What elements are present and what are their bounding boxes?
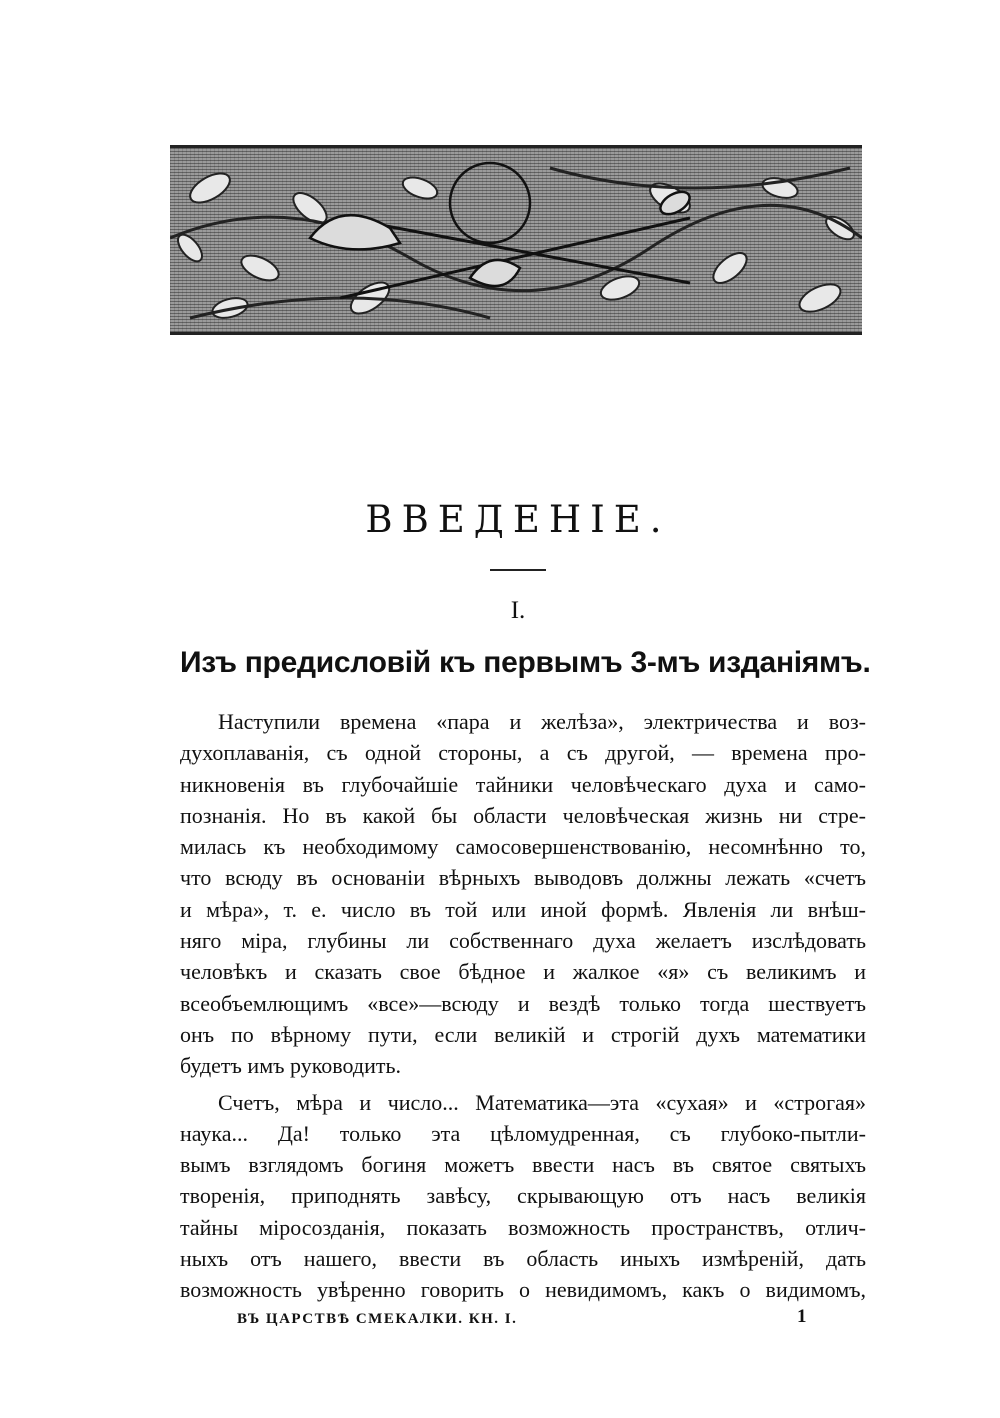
text-line: никновенія въ глубочайшіе тайники человѣческаго духа и само- (180, 771, 866, 797)
body-text (180, 706, 866, 1306)
text-line: возможность увѣренно говорить о невидимомъ, какъ о видимомъ, (180, 1277, 866, 1303)
text-line: вымъ взглядомъ богиня можетъ ввести насъ въ святое святыхъ (180, 1152, 866, 1178)
running-footer-title: ВЪ ЦАРСТВѢ СМЕКАЛКИ. КН. I. (237, 1311, 518, 1327)
leaf-and-torch-ornament-icon (170, 148, 862, 332)
text-line: милась къ необходимому самосовершенствованію, несомнѣнно то, (180, 834, 866, 860)
text-line: ныхъ отъ нашего, ввести въ область иныхъ измѣреній, дать (180, 1246, 866, 1272)
text-line: тайны міросозданія, показать возможность пространствъ, отлич- (180, 1214, 866, 1240)
heading-divider (490, 569, 546, 571)
text-line: человѣкъ и сказать свое бѣдное и жалкое «я» съ великимъ и (180, 959, 866, 985)
text-line: что всюду въ основаніи вѣрныхъ выводовъ должны лежать «счетъ (180, 865, 866, 891)
section-number: I. (510, 597, 526, 624)
text-line: всеобъемлющимъ «все»—всюду и вездѣ только тогда шествуетъ (180, 990, 866, 1016)
chapter-heading: ВВЕДЕНІЕ. (365, 498, 671, 541)
decorative-headpiece-engraving (170, 145, 862, 335)
text-line: наука... Да! только эта цѣломудренная, съ глубоко-пытли- (180, 1120, 866, 1146)
text-line: творенія, приподнять завѣсу, скрывающую отъ насъ великія (180, 1183, 866, 1209)
text-line: духоплаванія, съ одной стороны, а съ другой, — времена про- (180, 740, 866, 766)
text-line: будетъ имъ руководить. (180, 1053, 401, 1079)
text-line: няго міра, глубины ли собственнаго духа желаетъ изслѣдовать (180, 928, 866, 954)
text-line: онъ по вѣрному пути, если великій и строгій духъ математики (180, 1021, 866, 1047)
text-line: и мѣра», т. е. число въ той или иной формѣ. Явленія ли внѣш- (180, 896, 866, 922)
text-line: познанія. Но въ какой бы области человѣческая жизнь ни стре- (180, 802, 866, 828)
paragraph-1 (180, 706, 866, 1082)
section-subtitle: Изъ предисловій къ первымъ 3-мъ изданіямъ. (180, 646, 871, 679)
text-line: Счетъ, мѣра и число... Математика—эта «сухая» и «строгая» (218, 1089, 866, 1115)
page-number: 1 (797, 1306, 807, 1327)
paragraph-2 (180, 1087, 866, 1306)
text-line: Наступили времена «пара и желѣза», электричества и воз- (218, 709, 866, 734)
